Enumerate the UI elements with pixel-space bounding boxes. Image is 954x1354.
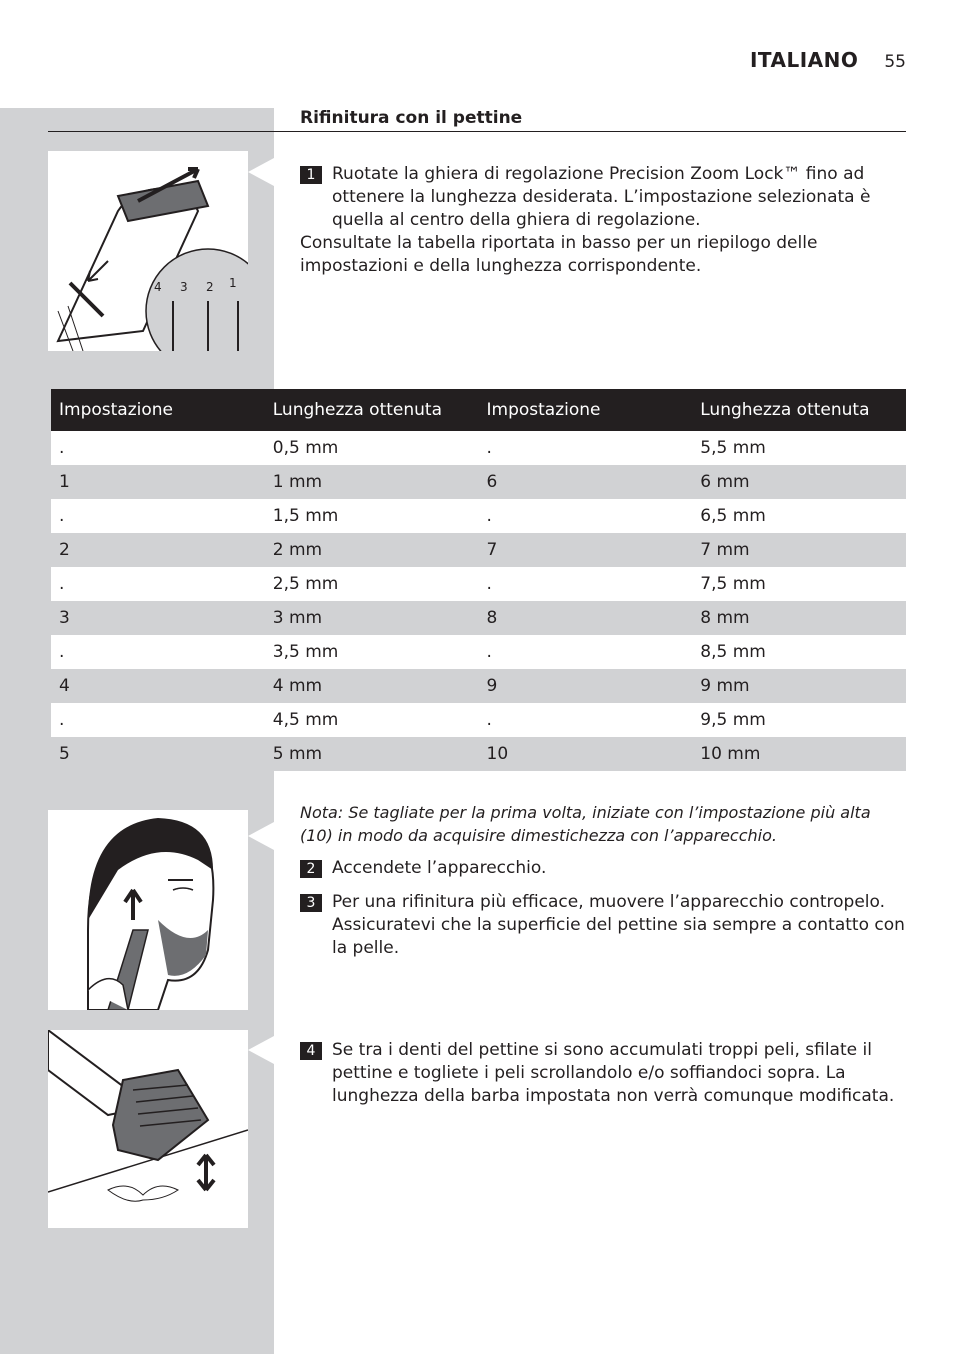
step-4 [300, 1039, 906, 1108]
table-row [51, 499, 906, 533]
comb-cleaning-illustration [48, 1030, 248, 1228]
table-cell: 3 [59, 608, 70, 628]
section-title: Rifinitura con il pettine [300, 108, 523, 128]
table-row [51, 431, 906, 465]
column-header: Lunghezza ottenuta [272, 400, 442, 420]
table-row [51, 465, 906, 499]
table-cell: 4,5 mm [272, 710, 339, 730]
table-cell: 10 mm [700, 744, 761, 764]
dial-number: 2 [206, 280, 214, 294]
table-row [51, 567, 906, 601]
table-cell: 3 mm [272, 608, 323, 628]
table-cell: 1 [59, 472, 70, 492]
table-cell: 3,5 mm [272, 642, 339, 662]
dial-number: 4 [154, 280, 162, 294]
table-cell: . [486, 438, 492, 458]
settings-table [51, 389, 906, 771]
table-cell: 4 [59, 676, 70, 696]
table-row [51, 669, 906, 703]
column-header: Impostazione [59, 400, 173, 420]
table-cell: 10 [486, 744, 509, 764]
step-2 [300, 857, 906, 880]
table-cell: . [486, 506, 492, 526]
section-rule [48, 131, 906, 132]
table-row [51, 533, 906, 567]
table-row [51, 703, 906, 737]
table-cell: . [486, 642, 492, 662]
table-cell: . [486, 710, 492, 730]
step-3 [300, 891, 906, 960]
step-text: Accendete l’apparecchio. [332, 858, 547, 878]
language-label: ITALIANO [749, 48, 859, 72]
table-header-row [51, 389, 906, 431]
step-number: 4 [300, 1042, 322, 1060]
step-1-subtext: Consultate la tabella riportata in basso per un riepilogo delle impostazioni e della lunghezza corrispondente. [300, 233, 818, 276]
table-cell: . [59, 574, 65, 594]
step-text: Se tra i denti del pettine si sono accumulati troppi peli, sfilate il pettine e togliete i peli scrollandolo e/o soffiandoci sopra. La lunghezza della barba impostata non verrà comunque modificata. [332, 1040, 895, 1106]
table-cell: 7,5 mm [700, 574, 766, 594]
table-cell: 0,5 mm [272, 438, 339, 458]
table-cell: 2,5 mm [272, 574, 339, 594]
column-header: Impostazione [486, 400, 601, 420]
step-number: 3 [300, 894, 322, 912]
page-header [750, 48, 906, 72]
table-cell: 6 mm [700, 472, 750, 492]
table-cell: . [59, 642, 65, 662]
table-cell: 7 mm [700, 540, 750, 560]
table-cell: 4 mm [272, 676, 323, 696]
figure-comb-cleaning [48, 1030, 248, 1228]
table-row [51, 635, 906, 669]
table-cell: 8 mm [700, 608, 750, 628]
table-cell: 5,5 mm [700, 438, 766, 458]
table-row [51, 601, 906, 635]
step-number: 2 [300, 860, 322, 878]
figure-pointer [248, 822, 274, 850]
table-cell: 1,5 mm [272, 506, 339, 526]
table-row [51, 737, 906, 771]
step-text: Ruotate la ghiera di regolazione Precision Zoom Lock™ fino ad ottenere la lunghezza desiderata. L’impostazione selezionata è quella al centro della ghiera di regolazione. [332, 164, 871, 230]
table-cell: . [59, 710, 65, 730]
table-cell: 2 mm [272, 540, 323, 560]
table-cell: 8 [486, 608, 498, 628]
table-cell: 8,5 mm [700, 642, 766, 662]
table-cell: . [59, 506, 65, 526]
trimmer-dial-illustration [48, 151, 248, 351]
figure-trimmer-dial [48, 151, 248, 351]
table-cell: . [59, 438, 65, 458]
table-cell: 2 [59, 540, 70, 560]
column-header: Lunghezza ottenuta [700, 400, 870, 420]
figure-beard-trimming [48, 810, 248, 1010]
table-cell: 7 [486, 540, 498, 560]
note-text: Nota: Se tagliate per la prima volta, iniziate con l’impostazione più alta (10) in modo da acquisire dimestichezza con l’apparecchio. [300, 803, 871, 845]
step-1 [300, 163, 906, 232]
table-cell: 6,5 mm [700, 506, 766, 526]
table-cell: 1 mm [272, 472, 323, 492]
table-cell: 5 mm [272, 744, 323, 764]
step-text: Per una rifinitura più efficace, muovere l’apparecchio contropelo. Assicuratevi che la superficie del pettine sia sempre a contatto con la pelle. [332, 892, 905, 958]
table-cell: . [486, 574, 492, 594]
step-number: 1 [300, 166, 322, 184]
table-cell: 6 [486, 472, 498, 492]
table-cell: 9 mm [700, 676, 750, 696]
figure-pointer [248, 1036, 274, 1064]
beard-trimming-illustration [48, 810, 248, 1010]
page-number: 55 [884, 52, 906, 72]
dial-number: 1 [229, 276, 237, 290]
dial-number: 3 [180, 280, 188, 294]
table-cell: 9 [486, 676, 498, 696]
table-cell: 9,5 mm [700, 710, 766, 730]
table-cell: 5 [59, 744, 70, 764]
figure-pointer [248, 158, 274, 186]
